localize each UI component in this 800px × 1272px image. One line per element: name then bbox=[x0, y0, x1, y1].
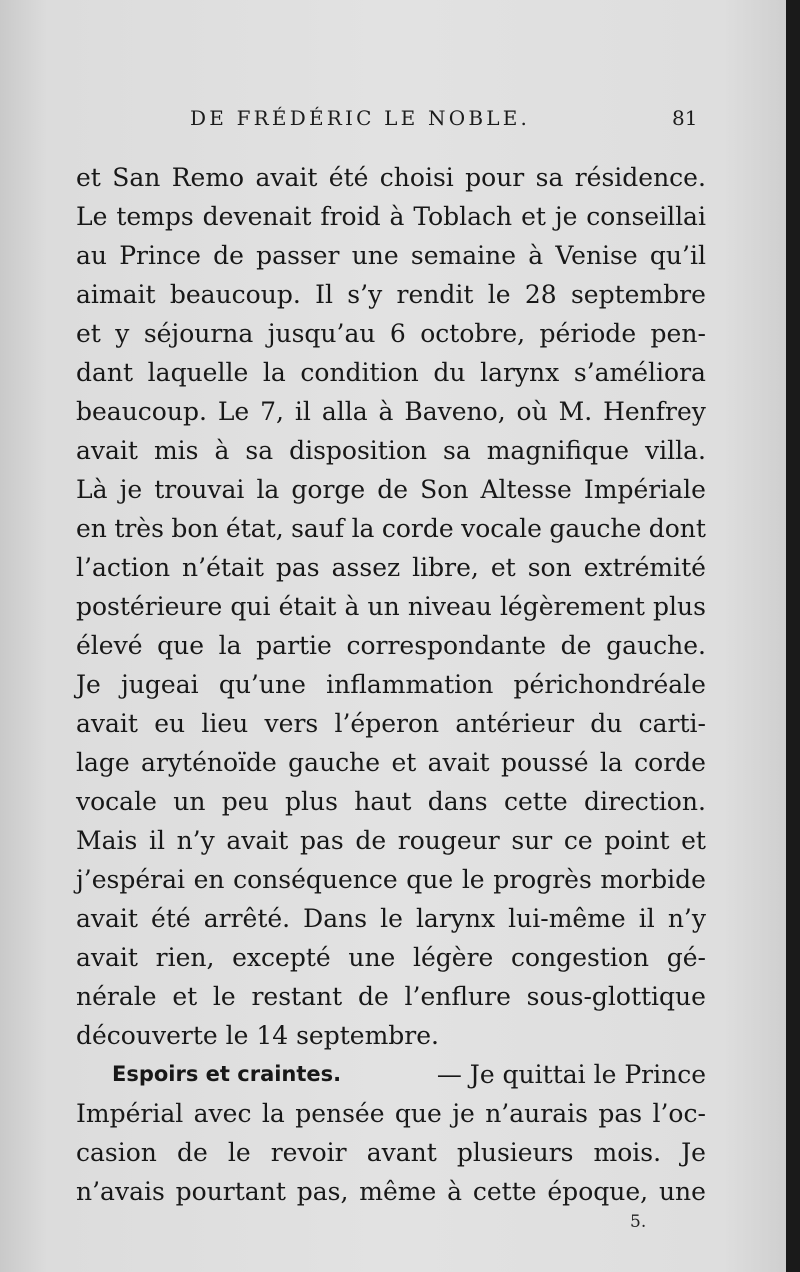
text-line: élevé que la partie correspondante de gauche. bbox=[76, 631, 706, 660]
text-line: casion de le revoir avant plusieurs mois. Je bbox=[76, 1138, 706, 1167]
text-line: vocale un peu plus haut dans cette direction. bbox=[76, 787, 706, 816]
text-line: Mais il n’y avait pas de rougeur sur ce point et bbox=[76, 826, 706, 855]
text-line: Le temps devenait froid à Toblach et je conseillai bbox=[76, 202, 706, 231]
text-line: et San Remo avait été choisi pour sa résidence. bbox=[76, 163, 706, 192]
section-heading: Espoirs et craintes. bbox=[112, 1062, 342, 1086]
text-line: avait été arrêté. Dans le larynx lui-même il n’y bbox=[76, 904, 706, 933]
text-line: n’avais pourtant pas, même à cette époque, une bbox=[76, 1177, 706, 1206]
text-line: en très bon état, sauf la corde vocale gauche dont bbox=[76, 514, 706, 543]
running-head bbox=[0, 106, 786, 136]
text-line: dant laquelle la condition du larynx s’améliora bbox=[76, 358, 706, 387]
text-line bbox=[76, 1055, 706, 1094]
paragraph bbox=[76, 158, 706, 1055]
text-line: Je jugeai qu’une inflammation périchondréale bbox=[76, 670, 706, 699]
section-line-text: — Je quittai le Prince bbox=[436, 1060, 706, 1089]
text-line: Impérial avec la pensée que je n’aurais pas l’oc- bbox=[76, 1099, 706, 1128]
text-line: nérale et le restant de l’enflure sous-glottique bbox=[76, 982, 706, 1011]
text-line: j’espérai en conséquence que le progrès morbide bbox=[76, 865, 706, 894]
text-line: postérieure qui était à un niveau légèrement plus bbox=[76, 592, 706, 621]
signature-mark: 5. bbox=[630, 1212, 647, 1232]
paragraph bbox=[76, 1055, 706, 1211]
text-line: et y séjourna jusqu’au 6 octobre, période pen- bbox=[76, 319, 706, 348]
text-line: l’action n’était pas assez libre, et son extrémité bbox=[76, 553, 706, 582]
text-line: aimait beaucoup. Il s’y rendit le 28 septembre bbox=[76, 280, 706, 309]
text-line: avait mis à sa disposition sa magnifique villa. bbox=[76, 436, 706, 465]
text-line: avait rien, excepté une légère congestion gé- bbox=[76, 943, 706, 972]
text-line: lage aryténoïde gauche et avait poussé la corde bbox=[76, 748, 706, 777]
text-line: Là je trouvai la gorge de Son Altesse Impériale bbox=[76, 475, 706, 504]
text-line: au Prince de passer une semaine à Venise qu’il bbox=[76, 241, 706, 270]
text-line: beaucoup. Le 7, il alla à Baveno, où M. Henfrey bbox=[76, 397, 706, 426]
body-text bbox=[76, 158, 706, 1211]
text-line: découverte le 14 septembre. bbox=[76, 1021, 439, 1050]
text-line: avait eu lieu vers l’éperon antérieur du carti- bbox=[76, 709, 706, 738]
running-title: DE FRÉDÉRIC LE NOBLE. bbox=[190, 106, 531, 130]
page-number: 81 bbox=[672, 106, 698, 130]
